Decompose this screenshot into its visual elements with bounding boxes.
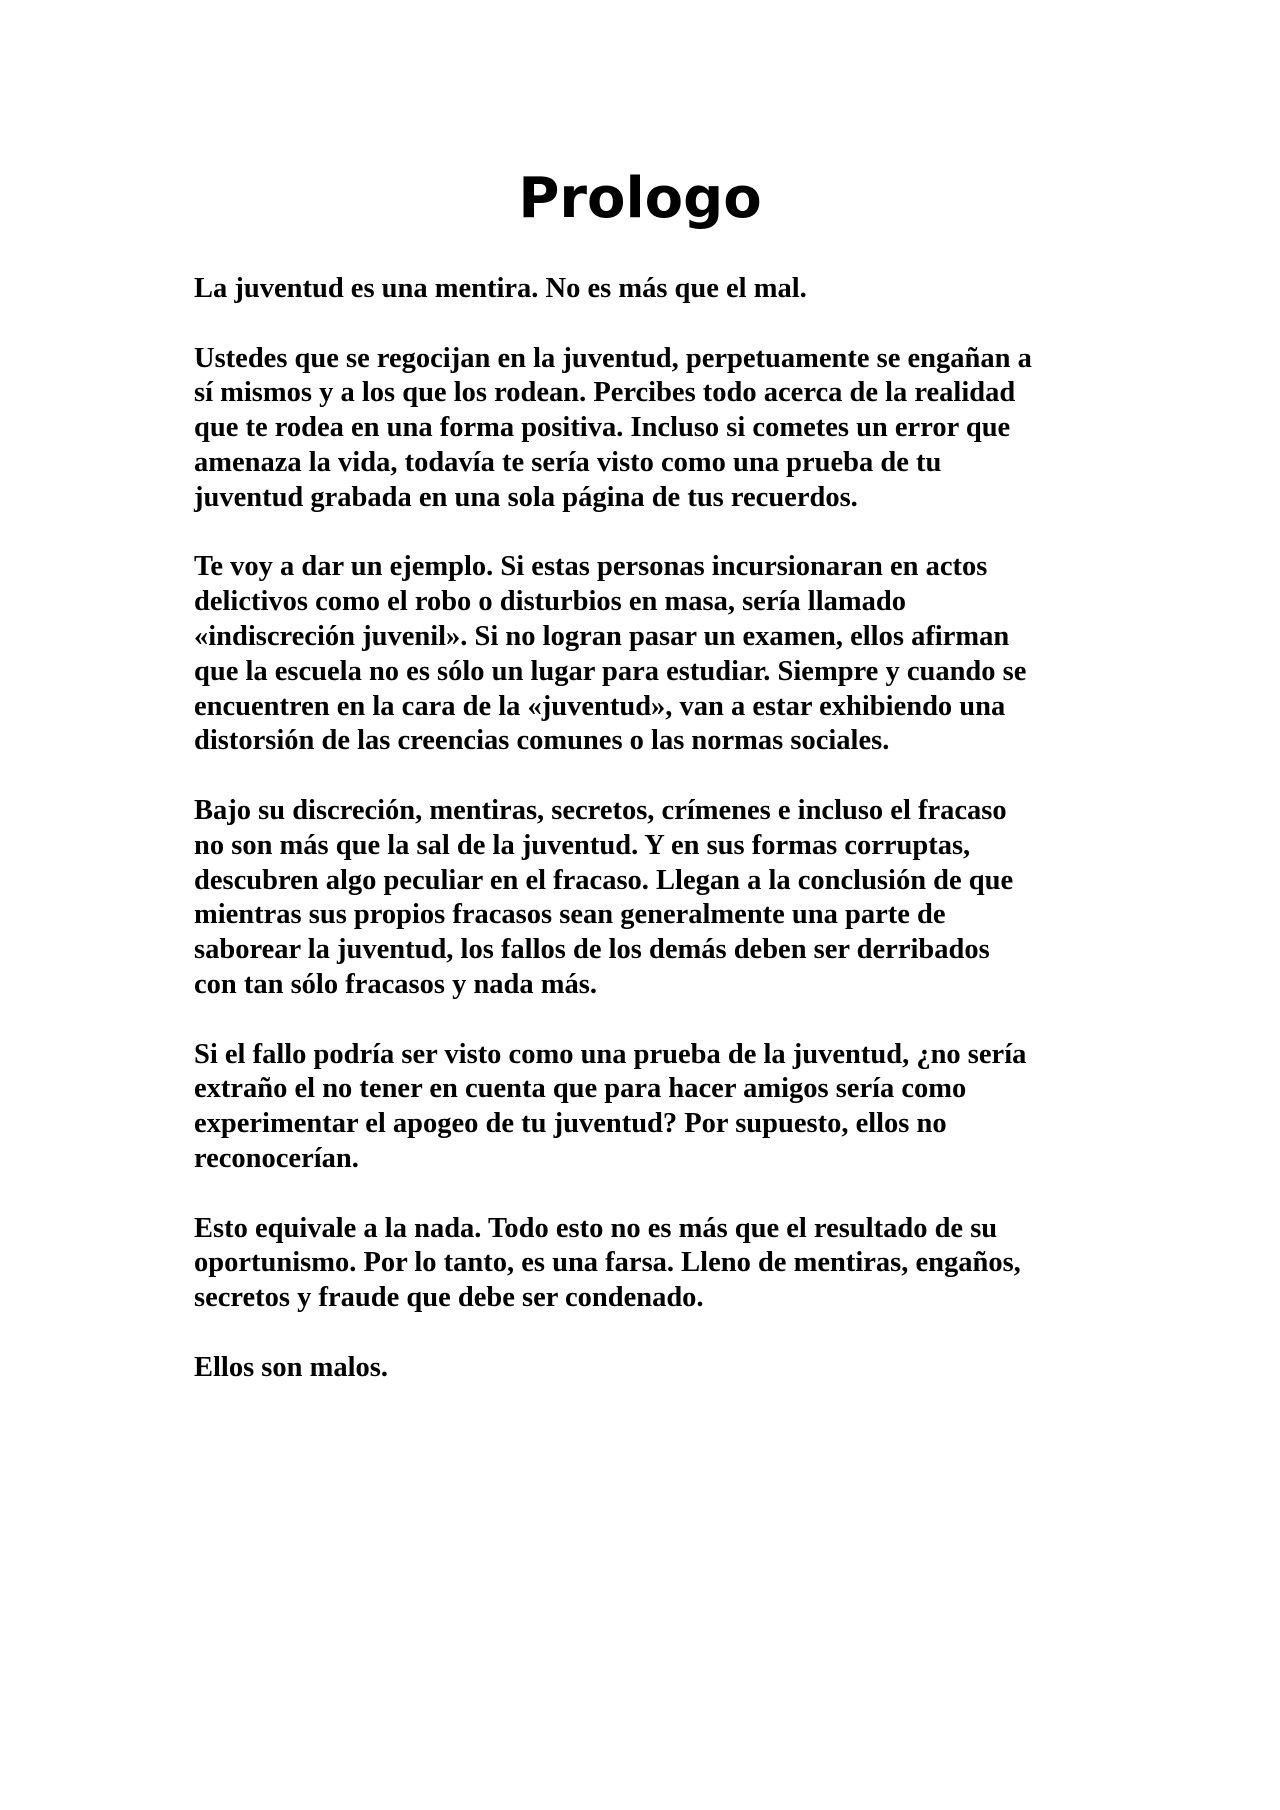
paragraph-4 (194, 794, 1114, 1003)
text-line: experimentar el apogeo de tu juventud? Por supuesto, ellos no (194, 1108, 947, 1140)
document-body (194, 272, 1114, 1420)
text-line: amenaza la vida, todavía te sería visto como una prueba de tu (194, 446, 942, 478)
text-line: que la escuela no es sólo un lugar para estudiar. Siempre y cuando se (194, 655, 1027, 687)
text-line: mientras sus propios fracasos sean generalmente una parte de (194, 899, 946, 931)
page-title: Prologo (518, 166, 762, 231)
text-line: con tan sólo fracasos y nada más. (194, 968, 597, 1000)
text-line: sí mismos y a los que los rodean. Percibes todo acerca de la realidad (194, 377, 1016, 409)
text-line: distorsión de las creencias comunes o las normas sociales. (194, 725, 890, 757)
text-line: delictivos como el robo o disturbios en masa, sería llamado (194, 586, 906, 618)
text-line: juventud grabada en una sola página de tus recuerdos. (194, 481, 858, 513)
text-line: Ellos son malos. (194, 1351, 389, 1383)
text-line: saborear la juventud, los fallos de los demás deben ser derribados (194, 934, 990, 966)
text-line: reconocerían. (194, 1142, 359, 1174)
text-line: secretos y fraude que debe ser condenado. (194, 1282, 704, 1314)
paragraph-2 (194, 342, 1114, 516)
text-line: no son más que la sal de la juventud. Y en sus formas corruptas, (194, 829, 971, 861)
text-line: «indiscreción juvenil». Si no logran pasar un examen, ellos afirman (194, 620, 1010, 652)
text-line: oportunismo. Por lo tanto, es una farsa. Lleno de mentiras, engaños, (194, 1247, 1021, 1279)
text-line: descubren algo peculiar en el fracaso. Llegan a la conclusión de que (194, 864, 1014, 896)
text-line: encuentren en la cara de la «juventud», van a estar exhibiendo una (194, 690, 1006, 722)
text-line: La juventud es una mentira. No es más que el mal. (194, 273, 807, 304)
paragraph-5 (194, 1038, 1114, 1177)
text-line: Si el fallo podría ser visto como una prueba de la juventud, ¿no sería (194, 1038, 1027, 1070)
text-line: que te rodea en una forma positiva. Incluso si cometes un error que (194, 412, 1011, 444)
text-line: Te voy a dar un ejemplo. Si estas personas incursionaran en actos (194, 551, 988, 583)
paragraph-1 (194, 272, 1114, 307)
paragraph-7 (194, 1351, 1114, 1386)
text-line: Esto equivale a la nada. Todo esto no es más que el resultado de su (194, 1212, 998, 1244)
paragraph-3 (194, 550, 1114, 759)
text-line: Ustedes que se regocijan en la juventud, perpetuamente se engañan a (194, 342, 1032, 374)
paragraph-6 (194, 1212, 1114, 1316)
text-line: Bajo su discreción, mentiras, secretos, crímenes e incluso el fracaso (194, 794, 1007, 826)
text-line: extraño el no tener en cuenta que para hacer amigos sería como (194, 1073, 967, 1105)
